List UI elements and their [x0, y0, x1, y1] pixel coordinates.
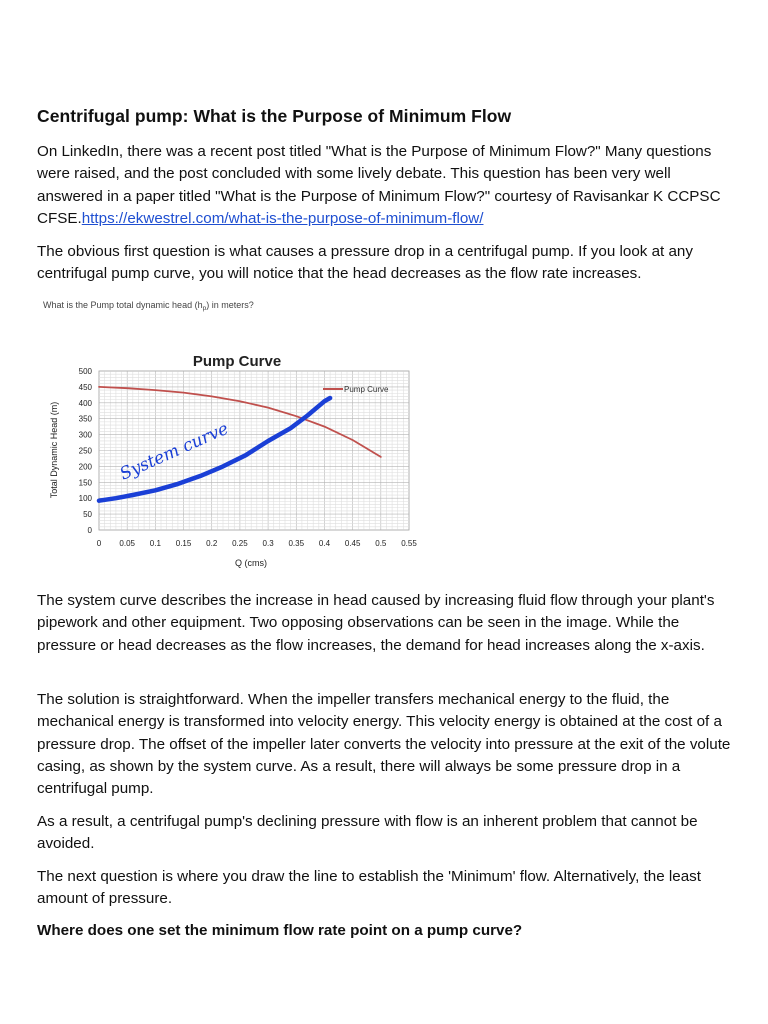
x-tick-label: 0.25	[232, 539, 248, 548]
final-question: Where does one set the minimum flow rate point on a pump curve?	[37, 922, 523, 939]
y-tick-label: 50	[83, 510, 92, 520]
x-tick-label: 0.2	[206, 539, 218, 548]
y-tick-label: 300	[78, 430, 92, 440]
y-tick-label: 200	[78, 462, 92, 472]
system-curve-paragraph: The system curve describes the increase in head caused by increasing fluid flow through your plant's pipework and other equipment. Two opposing observations can be seen in the image. While the pressure or head decreases as the flow increases, the demand for head increases along the x-axis.	[37, 592, 715, 654]
inherent-problem-paragraph: As a result, a centrifugal pump's declining pressure with flow is an inherent problem that cannot be avoided.	[37, 813, 698, 853]
minimum-flow-paragraph: The next question is where you draw the line to establish the 'Minimum' flow. Alternatively, the least amount of pressure.	[37, 868, 701, 908]
intro-paragraph	[37, 141, 737, 230]
y-tick-label: 0	[87, 526, 92, 535]
x-tick-label: 0.4	[318, 539, 331, 548]
system-curve-handwritten-label: System curve	[116, 418, 232, 485]
solution-paragraph: The solution is straightforward. When the impeller transfers mechanical energy to the fluid, the mechanical energy is transformed into velocity energy. This velocity energy is obtained at the cost of a pressure drop. The offset of the impeller later converts the velocity into pressure at the exit of the volute casing, as shown by the system curve. As a result, there will always be some pressure drop in a centrifugal pump.	[37, 691, 731, 798]
y-tick-label: 150	[78, 478, 92, 488]
intro-text: On LinkedIn, there was a recent post titled "What is the Purpose of Minimum Flow?" Many questions were raised, and the post concluded with some lively debate. This question has been very well answered in a paper titled "What is the Purpose of Minimum Flow?" courtesy of Ravisankar K CCPSC CFSE.	[37, 143, 721, 227]
x-tick-label: 0.5	[375, 539, 387, 548]
y-tick-label: 450	[78, 382, 92, 392]
y-axis-label: Total Dynamic Head (m)	[49, 401, 59, 499]
y-tick-label: 250	[78, 446, 92, 456]
x-tick-label: 0.1	[149, 539, 161, 548]
x-tick-label: 0.45	[344, 539, 361, 548]
x-tick-label: 0.55	[401, 539, 417, 548]
y-tick-label: 400	[78, 398, 92, 408]
y-tick-label: 350	[78, 414, 92, 424]
pump-curve-chart	[37, 294, 427, 572]
figure-question: What is the Pump total dynamic head $(h_p)$ in meters?	[43, 300, 254, 312]
page-title: Centrifugal pump: What is the Purpose of Minimum Flow	[37, 106, 512, 126]
y-tick-label: 100	[78, 494, 92, 504]
chart-title: Pump Curve	[192, 353, 282, 370]
x-axis-label: Q (cms)	[235, 558, 267, 568]
legend-label-pump-curve: Pump Curve	[344, 385, 389, 394]
x-tick-label: 0	[96, 539, 102, 548]
y-tick-label: 500	[78, 367, 92, 376]
pressure-drop-paragraph: The obvious first question is what causes a pressure drop in a centrifugal pump. If you look at any centrifugal pump curve, you will notice that the head decreases as the flow rate increases.	[37, 243, 693, 283]
pump-curve-figure	[37, 294, 427, 572]
source-link[interactable]: https://ekwestrel.com/what-is-the-purpose-of-minimum-flow/	[81, 209, 484, 227]
x-tick-label: 0.15	[175, 539, 192, 548]
x-tick-label: 0.3	[262, 539, 274, 548]
x-tick-label: 0.05	[119, 539, 135, 548]
x-tick-label: 0.35	[288, 539, 305, 548]
